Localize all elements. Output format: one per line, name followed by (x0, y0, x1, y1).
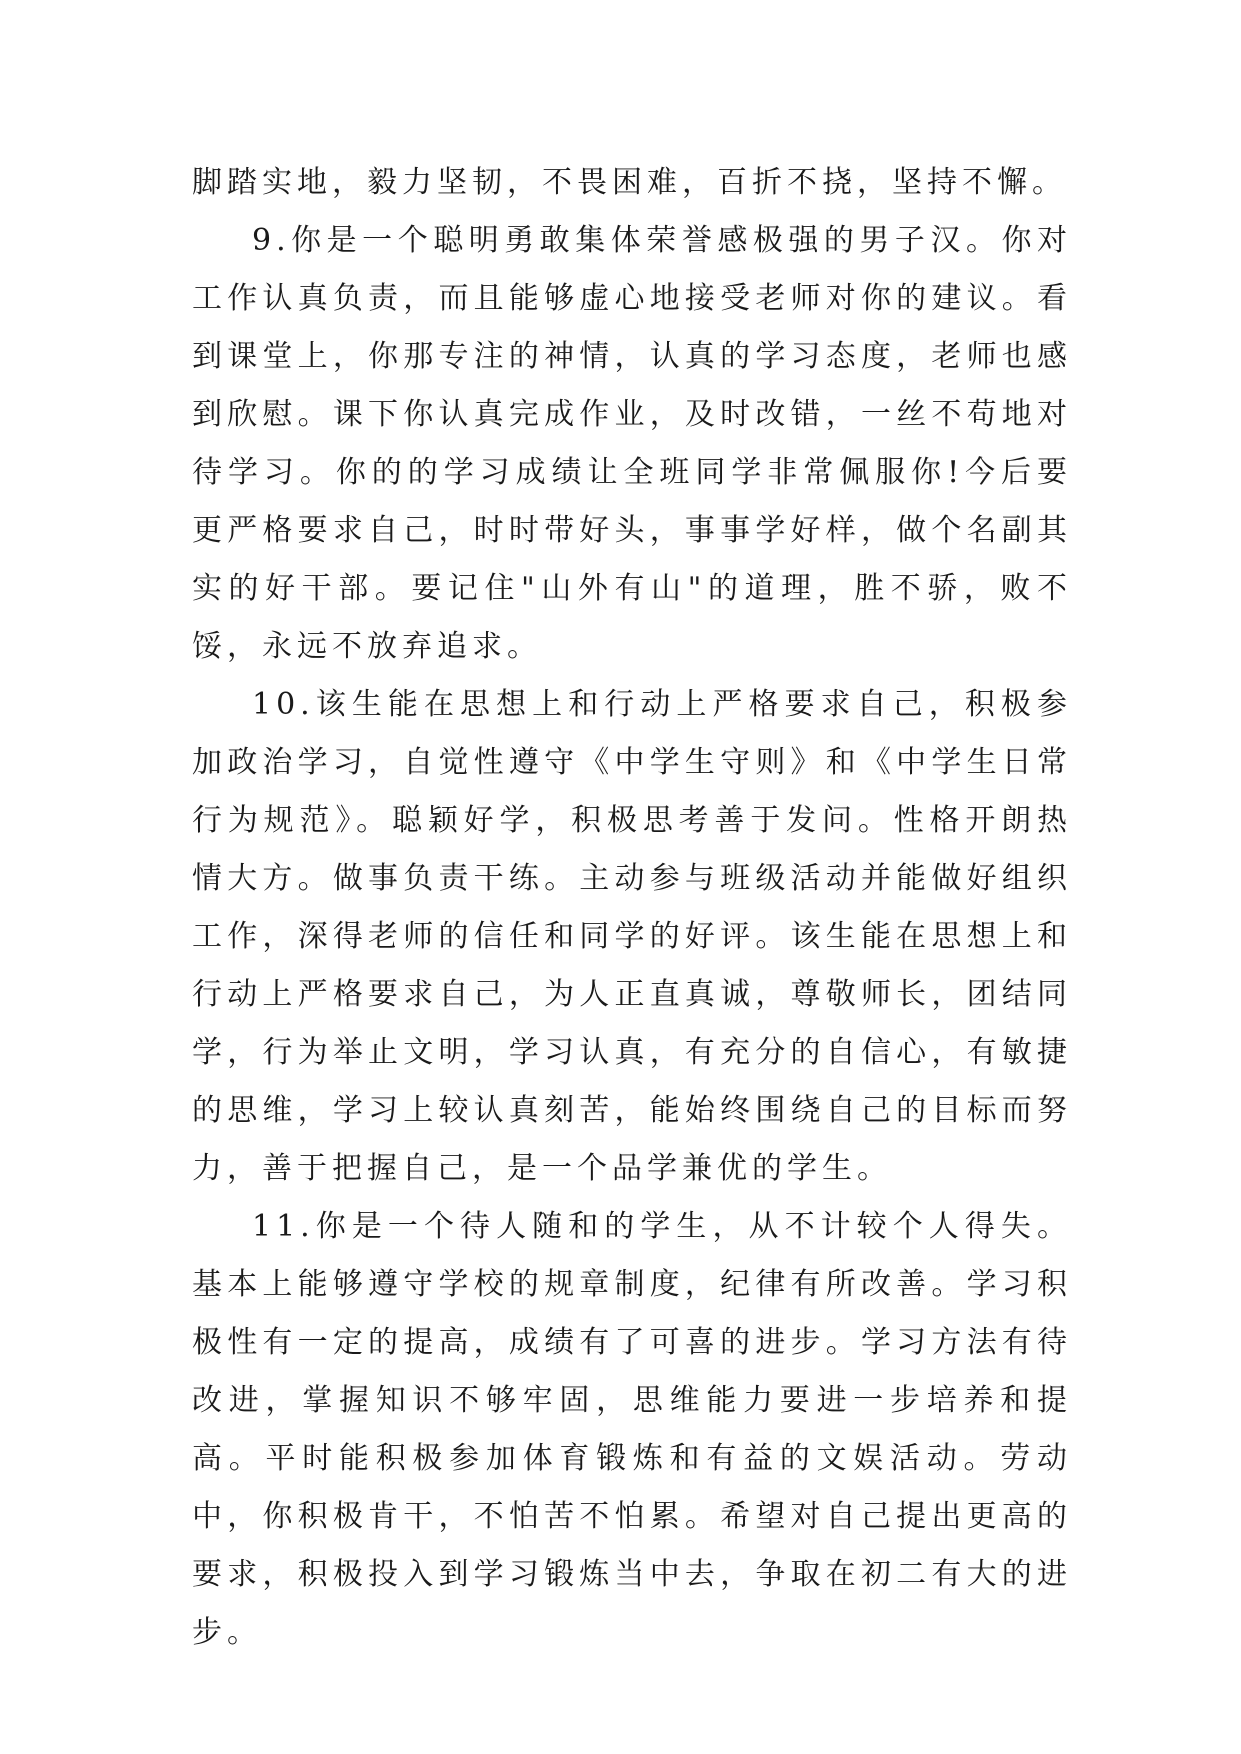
document-body (192, 154, 1072, 1662)
paragraph-item-10: 10.该生能在思想上和行动上严格要求自己，积极参加政治学习，自觉性遵守《中学生守则》和《中学生日常行为规范》。聪颖好学，积极思考善于发问。性格开朗热情大方。做事负责干练。主动参与班级活动并能做好组织工作，深得老师的信任和同学的好评。该生能在思想上和行动上严格要求自己，为人正直真诚，尊敬师长，团结同学，行为举止文明，学习认真，有充分的自信心，有敏捷的思维，学习上较认真刻苦，能始终围绕自己的目标而努力，善于把握自己，是一个品学兼优的学生。 (192, 687, 1072, 1186)
paragraph-item-11: 11.你是一个待人随和的学生，从不计较个人得失。基本上能够遵守学校的规章制度，纪律有所改善。学习积极性有一定的提高，成绩有了可喜的进步。学习方法有待改进，掌握知识不够牢固，思维能力要进一步培养和提高。平时能积极参加体育锻炼和有益的文娱活动。劳动中，你积极肯干，不怕苦不怕累。希望对自己提出更高的要求，积极投入到学习锻炼当中去，争取在初二有大的进步。 (192, 1209, 1072, 1650)
paragraph-continuation: 脚踏实地，毅力坚韧，不畏困难，百折不挠，坚持不懈。 (192, 165, 1067, 200)
paragraph-item-9: 9.你是一个聪明勇敢集体荣誉感极强的男子汉。你对工作认真负责，而且能够虚心地接受老师对你的建议。看到课堂上，你那专注的神情，认真的学习态度，老师也感到欣慰。课下你认真完成作业，及时改错，一丝不苟地对待学习。你的的学习成绩让全班同学非常佩服你!今后要更严格要求自己，时时带好头，事事学好样，做个名副其实的好干部。要记住"山外有山"的道理，胜不骄，败不馁，永远不放弃追求。 (192, 223, 1072, 664)
